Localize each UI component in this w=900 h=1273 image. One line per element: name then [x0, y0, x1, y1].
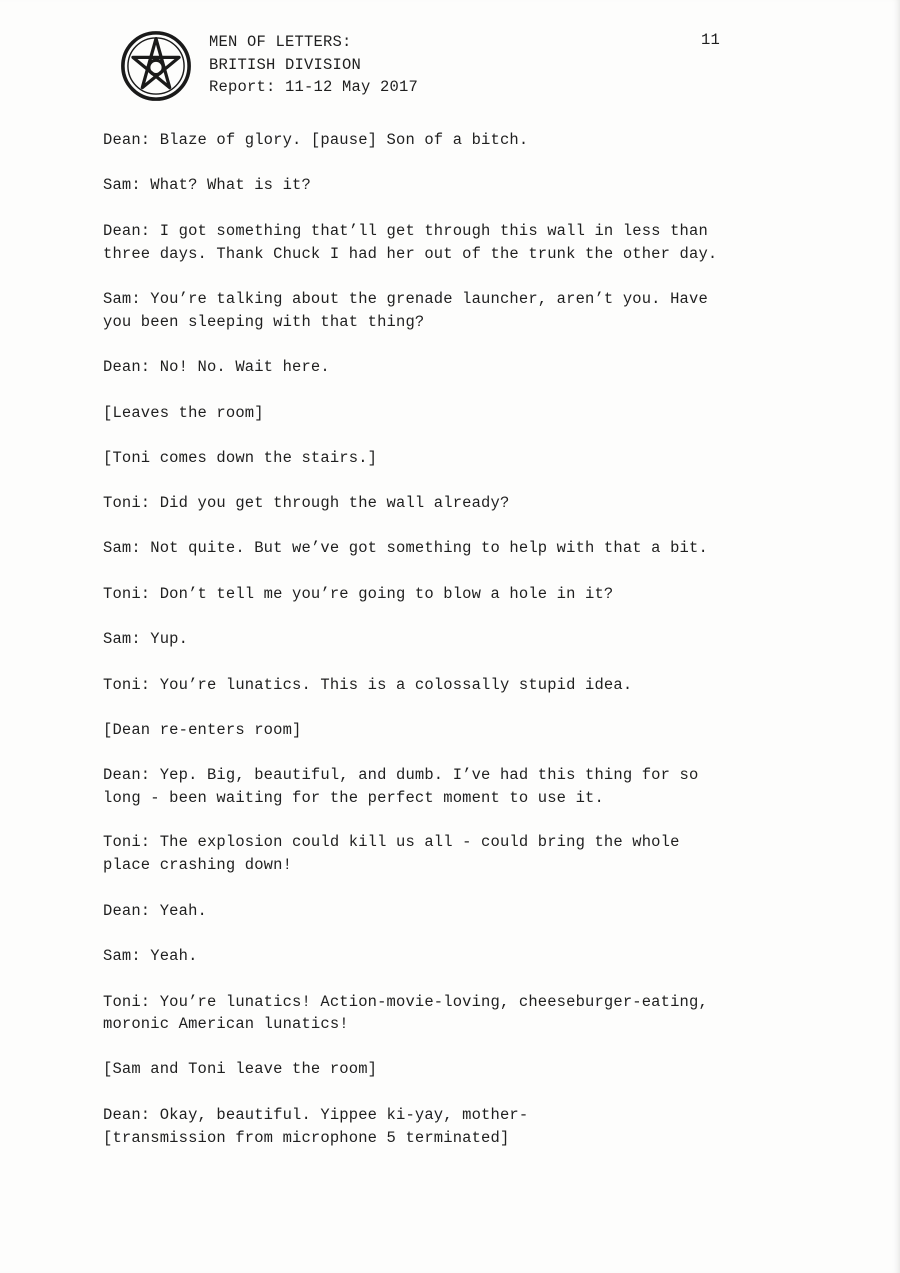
transcript-line: Dean: No! No. Wait here. [103, 358, 330, 376]
transcript-line: [Sam and Toni leave the room] [103, 1060, 378, 1078]
transcript-line: you been sleeping with that thing? [103, 313, 425, 331]
transcript-line: Toni: Did you get through the wall already? [103, 494, 510, 512]
transcript-line: Sam: What? What is it? [103, 176, 311, 194]
transcript-line: Toni: Don’t tell me you’re going to blow a hole in it? [103, 585, 614, 603]
transcript-line: [Dean re-enters room] [103, 721, 302, 739]
transcript-line: Sam: Not quite. But we’ve got something to help with that a bit. [103, 539, 708, 557]
transcript-line: Dean: Blaze of glory. [pause] Son of a bitch. [103, 131, 529, 149]
transcript-line: Toni: You’re lunatics. This is a colossally stupid idea. [103, 676, 633, 694]
transcript-line: Dean: Yep. Big, beautiful, and dumb. I’ve had this thing for so [103, 766, 699, 784]
transcript-line: [Leaves the room] [103, 404, 264, 422]
transcript-line: long - been waiting for the perfect moment to use it. [103, 789, 604, 807]
report-date: Report: 11-12 May 2017 [209, 78, 419, 96]
transcript-line: Toni: You’re lunatics! Action-movie-loving, cheeseburger-eating, [103, 993, 708, 1011]
transcript-line: Toni: The explosion could kill us all - could bring the whole [103, 833, 680, 851]
transcript-line: [transmission from microphone 5 terminated] [103, 1129, 510, 1147]
transcript-line: place crashing down! [103, 856, 293, 874]
transcript-line: Sam: You’re talking about the grenade launcher, aren’t you. Have [103, 290, 708, 308]
transcript-line: moronic American lunatics! [103, 1015, 349, 1033]
organization-title: MEN OF LETTERS: [209, 33, 352, 51]
transcript-line: Dean: Yeah. [103, 902, 207, 920]
report-header [209, 31, 418, 99]
transcript-line: three days. Thank Chuck I had her out of the trunk the other day. [103, 245, 718, 263]
transcript-line: Dean: Okay, beautiful. Yippee ki-yay, mother- [103, 1106, 529, 1124]
transcript-line: Sam: Yeah. [103, 947, 198, 965]
transcript-line: Sam: Yup. [103, 630, 189, 648]
page-number: 11 [701, 31, 721, 49]
transcript-line: [Toni comes down the stairs.] [103, 449, 378, 467]
transcript-line: Dean: I got something that’ll get through this wall in less than [103, 222, 708, 240]
unicursal-hexagram-icon [120, 30, 192, 102]
division-title: BRITISH DIVISION [209, 55, 362, 74]
